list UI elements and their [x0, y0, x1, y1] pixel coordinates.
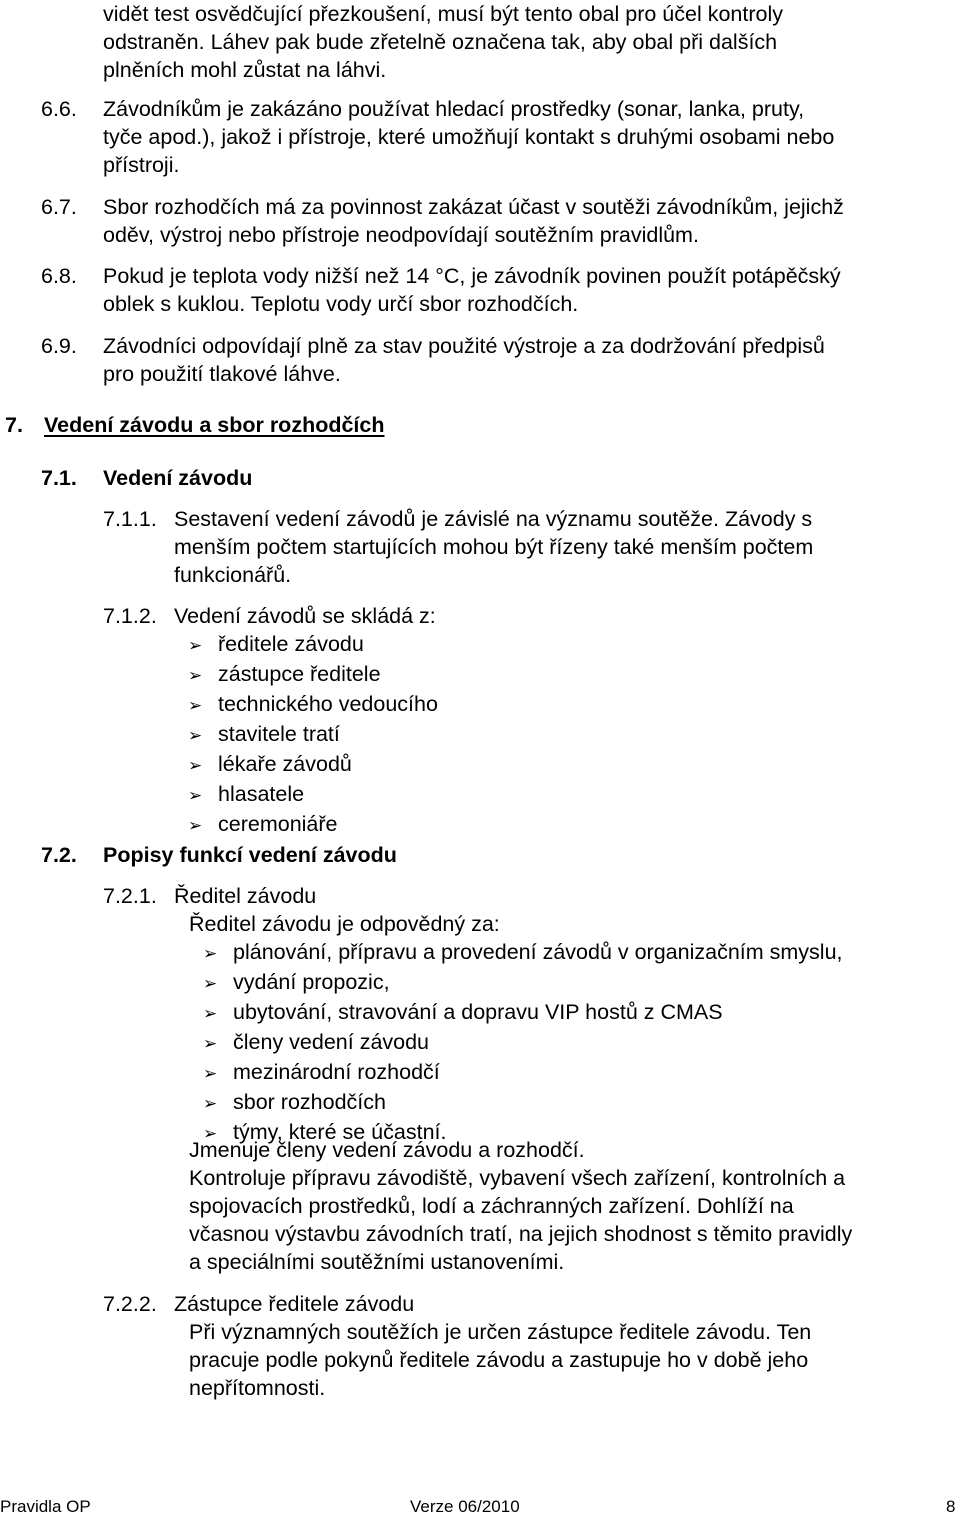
arrow-bullet-icon: ➢ [188, 816, 203, 835]
arrow-bullet-icon: ➢ [188, 786, 203, 805]
list-item: ➢ týmy, které se účastní. [203, 1118, 843, 1148]
arrow-bullet-icon: ➢ [203, 1004, 218, 1023]
bullet-list-7-1-2 [188, 630, 438, 840]
text-line: tyče apod.), jakož i přístroje, které umožňují kontakt s druhými osobami nebo [103, 125, 835, 149]
list-intro-7-2-1: Ředitel závodu je odpovědný za: [189, 912, 500, 936]
list-item: ➢ stavitele tratí [188, 720, 438, 750]
section-number-7-2-1: 7.2.1. [103, 884, 157, 908]
section-title-7-2: Popisy funkcí vedení závodu [103, 843, 397, 867]
list-item: ➢ lékaře závodů [188, 750, 438, 780]
paragraph-7-1-1 [174, 505, 813, 589]
text-line: a speciálními soutěžními ustanoveními. [189, 1250, 565, 1274]
arrow-bullet-icon: ➢ [188, 696, 203, 715]
footer-document-name: Pravidla OP [0, 1497, 91, 1516]
text-line: včasnou výstavbu závodních tratí, na jejich shodnost s těmito pravidly [189, 1222, 853, 1246]
section-title-7-1: Vedení závodu [103, 466, 253, 490]
text-line: nepřítomnosti. [189, 1376, 326, 1400]
paragraph-6-6 [103, 95, 834, 179]
text-line: funkcionářů. [174, 563, 292, 587]
text-line: pro použití tlakové láhve. [103, 362, 341, 386]
paragraph-6-7 [103, 193, 844, 249]
footer-version: Verze 06/2010 [410, 1497, 520, 1516]
paragraph-7-2-1-controls [189, 1164, 852, 1276]
list-item: ➢ členy vedení závodu [203, 1028, 843, 1058]
text-line: Závodníci odpovídají plně za stav použité výstroje a za dodržování předpisů [103, 334, 825, 358]
paragraph-7-2-2 [189, 1318, 811, 1402]
list-item: ➢ vydání propozic, [203, 968, 843, 998]
section-title-7-2-1: Ředitel závodu [174, 884, 317, 908]
list-item: ➢ plánování, přípravu a provedení závodů v organizačním smyslu, [203, 938, 843, 968]
paragraph-6-9 [103, 332, 825, 388]
chapter-title-7: Vedení závodu a sbor rozhodčích [44, 413, 385, 437]
list-item: ➢ technického vedoucího [188, 690, 438, 720]
list-item: ➢ ředitele závodu [188, 630, 438, 660]
arrow-bullet-icon: ➢ [203, 1094, 218, 1113]
text-line: Pokud je teplota vody nižší než 14 °C, je závodník povinen použít potápěčský [103, 264, 841, 288]
chapter-number-7: 7. [5, 413, 23, 437]
text-line: oblek s kuklou. Teplotu vody určí sbor rozhodčích. [103, 292, 579, 316]
text-line: přístroji. [103, 153, 180, 177]
arrow-bullet-icon: ➢ [188, 756, 203, 775]
text-line: spojovacích prostředků, lodí a záchranných zařízení. Dohlíží na [189, 1194, 794, 1218]
text-line: Sestavení vedení závodů je závislé na významu soutěže. Závody s [174, 507, 813, 531]
arrow-bullet-icon: ➢ [203, 1034, 218, 1053]
section-number-7-1: 7.1. [41, 466, 77, 490]
section-number-7-2-2: 7.2.2. [103, 1292, 157, 1316]
paragraph-6-8 [103, 262, 841, 318]
section-number-6-8: 6.8. [41, 264, 77, 288]
list-item: ➢ ubytování, stravování a dopravu VIP hostů z CMAS [203, 998, 843, 1028]
section-number-7-1-1: 7.1.1. [103, 507, 157, 531]
list-intro-7-1-2: Vedení závodů se skládá z: [174, 604, 436, 628]
paragraph-6-5-cont [103, 0, 783, 84]
text-line: pracuje podle pokynů ředitele závodu a zastupuje ho v době jeho [189, 1348, 809, 1372]
text-line: plněních mohl zůstat na láhvi. [103, 58, 387, 82]
list-item: ➢ zástupce ředitele [188, 660, 438, 690]
section-number-7-1-2: 7.1.2. [103, 604, 157, 628]
footer-page-number: 8 [946, 1497, 956, 1516]
bullet-list-7-2-1 [203, 938, 843, 1148]
arrow-bullet-icon: ➢ [188, 666, 203, 685]
text-line: Kontroluje přípravu závodiště, vybavení všech zařízení, kontrolních a [189, 1166, 846, 1190]
arrow-bullet-icon: ➢ [203, 1124, 218, 1143]
arrow-bullet-icon: ➢ [188, 636, 203, 655]
section-number-7-2: 7.2. [41, 843, 77, 867]
list-item: ➢ ceremoniáře [188, 810, 438, 840]
section-number-6-7: 6.7. [41, 195, 77, 219]
arrow-bullet-icon: ➢ [203, 1064, 218, 1083]
text-line: vidět test osvědčující přezkoušení, musí být tento obal pro účel kontroly [103, 2, 783, 26]
section-number-6-9: 6.9. [41, 334, 77, 358]
list-item: ➢ hlasatele [188, 780, 438, 810]
text-line: Závodníkům je zakázáno používat hledací prostředky (sonar, lanka, pruty, [103, 97, 805, 121]
paragraph-7-2-1-appoints: Jmenuje členy vedení závodu a rozhodčí. [189, 1138, 585, 1162]
arrow-bullet-icon: ➢ [188, 726, 203, 745]
section-number-6-6: 6.6. [41, 97, 77, 121]
text-line: odstraněn. Láhev pak bude zřetelně označena tak, aby obal při dalších [103, 30, 778, 54]
arrow-bullet-icon: ➢ [203, 944, 218, 963]
text-line: Sbor rozhodčích má za povinnost zakázat účast v soutěži závodníkům, jejichž [103, 195, 844, 219]
list-item: ➢ mezinárodní rozhodčí [203, 1058, 843, 1088]
section-title-7-2-2: Zástupce ředitele závodu [174, 1292, 415, 1316]
text-line: oděv, výstroj nebo přístroje neodpovídají soutěžním pravidlům. [103, 223, 699, 247]
text-line: menším počtem startujících mohou být řízeny také menším počtem [174, 535, 814, 559]
arrow-bullet-icon: ➢ [203, 974, 218, 993]
text-line: Při významných soutěžích je určen zástupce ředitele závodu. Ten [189, 1320, 812, 1344]
list-item: ➢ sbor rozhodčích [203, 1088, 843, 1118]
